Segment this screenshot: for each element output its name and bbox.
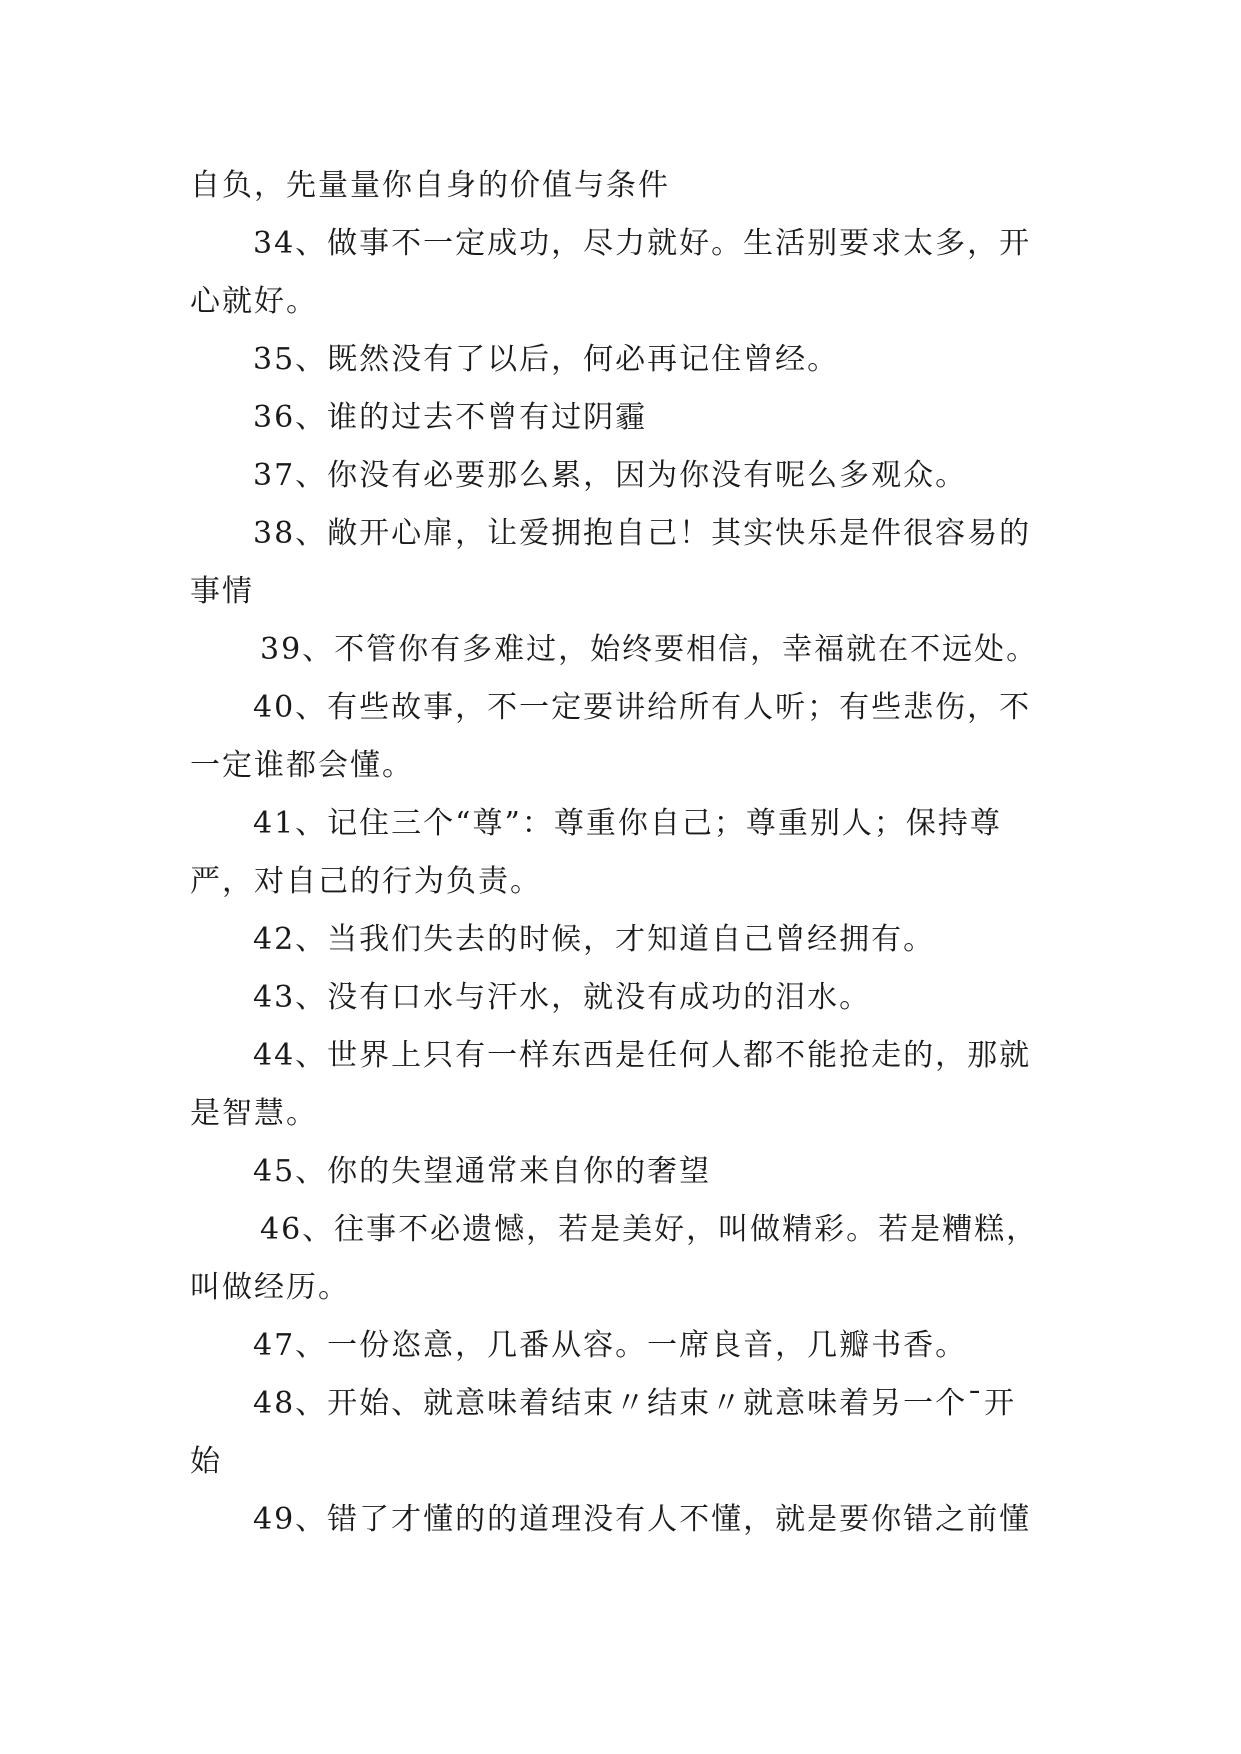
text-line: 事情 xyxy=(190,574,254,609)
text-line: 37、你没有必要那么累，因为你没有呢么多观众。 xyxy=(253,458,968,493)
text-line: 39、不管你有多难过，始终要相信，幸福就在不远处。 xyxy=(260,632,1039,667)
text-line: 49、错了才懂的的道理没有人不懂，就是要你错之前懂 xyxy=(253,1502,1032,1537)
text-line: 34、做事不一定成功，尽力就好。生活别要求太多，开 xyxy=(253,226,1032,261)
text-line: 45、你的失望通常来自你的奢望 xyxy=(253,1154,712,1189)
text-line: 42、当我们失去的时候，才知道自己曾经拥有。 xyxy=(253,922,936,957)
text-line: 35、既然没有了以后，何必再记住曾经。 xyxy=(253,342,840,377)
text-line: 心就好。 xyxy=(190,284,318,319)
text-line: 严，对自己的行为负责。 xyxy=(190,864,542,899)
text-line: 叫做经历。 xyxy=(190,1270,350,1305)
text-line: 44、世界上只有一样东西是任何人都不能抢走的，那就 xyxy=(253,1038,1032,1073)
text-line: 36、谁的过去不曾有过阴霾 xyxy=(253,400,648,435)
document-body xyxy=(190,157,1070,1549)
text-line: 一定谁都会懂。 xyxy=(190,748,414,783)
text-line: 41、记住三个“尊”：尊重你自己；尊重别人；保持尊 xyxy=(253,806,1002,841)
text-line: 43、没有口水与汗水，就没有成功的泪水。 xyxy=(253,980,872,1015)
text-line: 40、有些故事，不一定要讲给所有人听；有些悲伤，不 xyxy=(253,690,1032,725)
text-line: 48、开始、就意味着结束〃结束〃就意味着另一个¯开 xyxy=(253,1386,1017,1421)
text-line: 始 xyxy=(190,1444,222,1479)
text-line: 自负，先量量你自身的价值与条件 xyxy=(190,168,670,203)
text-line: 47、一份恣意，几番从容。一席良音，几瓣书香。 xyxy=(253,1328,968,1363)
text-line: 38、敞开心扉，让爱拥抱自己！其实快乐是件很容易的 xyxy=(253,516,1032,551)
text-line: 46、往事不必遗憾，若是美好，叫做精彩。若是糟糕， xyxy=(260,1212,1039,1247)
text-line: 是智慧。 xyxy=(190,1096,318,1131)
